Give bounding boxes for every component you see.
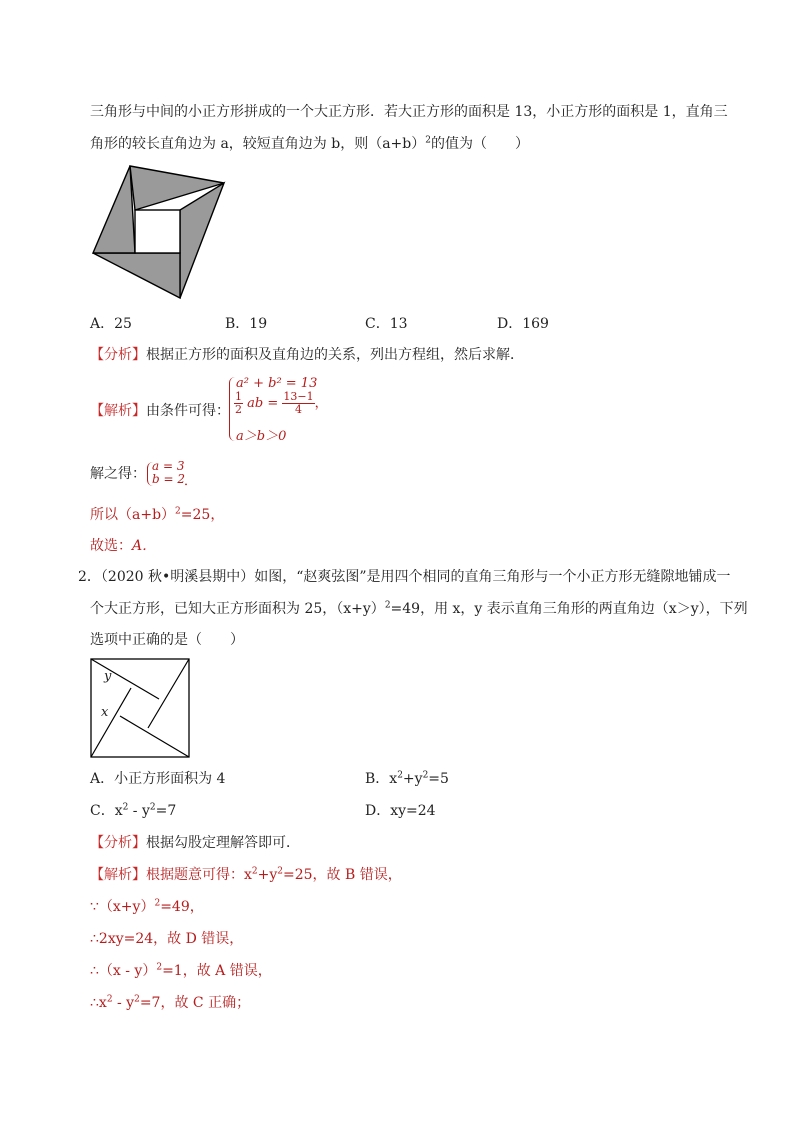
- q2-option-d: D．xy=24: [365, 803, 436, 819]
- q2-solution-line4: [90, 961, 272, 981]
- q2-sol5-sup2: 2: [134, 994, 140, 1005]
- q2-optB-sup2: 2: [422, 770, 429, 781]
- q2-sol1-pre: 根据题意可得：x: [146, 867, 252, 883]
- q2-option-a: A．小正方形面积为 4: [90, 771, 226, 787]
- q2-optC-sup1: 2: [122, 802, 129, 813]
- q1-sys-half-num: 1: [235, 390, 242, 403]
- q1-intro-line1: 三角形与中间的小正方形拼成的一个大正方形．若大正方形的面积是 13，小正方形的面积是 1，直角三: [90, 104, 728, 120]
- q2-sol2-post: =49，: [160, 899, 204, 915]
- q2-optC-sup2: 2: [149, 802, 156, 813]
- q1-intro-sup: 2: [425, 135, 431, 146]
- q1-sys-eq3: a＞b＞0: [236, 429, 287, 444]
- q2-line2-sup: 2: [384, 600, 391, 611]
- q1-sys-half: [234, 391, 243, 416]
- q2-sol5-pre: ∴x: [90, 995, 107, 1011]
- q2-solution-line3: ∴2xy=24，故 D 错误，: [90, 931, 244, 947]
- q1-choose: [90, 536, 156, 556]
- q2-optC-post: =7: [155, 803, 177, 819]
- q1-sys-end: ，: [314, 396, 328, 411]
- q1-intro-text: 角形的较长直角边为 a，较短直角边为 b，则（a+b）: [90, 136, 426, 152]
- q1-analysis-text: 根据正方形的面积及直角边的关系，列出方程组，然后求解．: [146, 347, 524, 363]
- q2-line2-post: =49，用 x，y 表示直角三角形的两直角边（x＞y），下列: [390, 601, 748, 617]
- q2-sol1-sup2: 2: [277, 866, 284, 877]
- q1-solve-prefix: 解之得：: [90, 466, 146, 482]
- q1-option-b: B．19: [225, 316, 268, 332]
- q1-solution: [90, 401, 230, 421]
- q2-analysis-text: 根据勾股定理解答即可．: [146, 835, 300, 851]
- q1-solution-tag: 【解析】: [90, 403, 146, 419]
- q1-intro-end: 的值为（ ）: [430, 136, 529, 152]
- q2-line2: [90, 599, 748, 619]
- q2-figure: [90, 658, 190, 758]
- q1-option-d: D．169: [497, 316, 549, 332]
- q2-optB-sup1: 2: [397, 770, 403, 781]
- q1-therefore-sup: 2: [175, 506, 181, 517]
- q2-line3: 选项中正确的是（ ）: [90, 632, 244, 648]
- q1-sys-frac-num: 13−1: [283, 390, 314, 403]
- q2-line1: 2．（2020 秋•明溪县期中）如图，“赵爽弦图”是用四个相同的直角三角形与一个小正方形无缝隙地铺成一: [78, 569, 731, 585]
- q2-fig-label-y: y: [104, 669, 112, 684]
- q1-option-a: A．25: [90, 316, 132, 332]
- q2-sol2-sup: 2: [154, 898, 161, 909]
- q2-optB-mid: +y: [402, 771, 423, 787]
- q2-solution-tag: 【解析】: [90, 867, 146, 883]
- q1-sys-half-den: 2: [235, 403, 242, 416]
- q2-solution-line5: [90, 993, 250, 1013]
- q2-sol1-sup1: 2: [251, 866, 258, 877]
- q2-sol5-sup1: 2: [106, 994, 113, 1005]
- q2-optB-pre: B．x: [365, 771, 398, 787]
- q2-optB-post: =5: [428, 771, 449, 787]
- q1-intro-line2: [90, 134, 529, 154]
- q1-choose-answer: A．: [132, 538, 157, 554]
- q1-fig-triangle-left: [93, 166, 135, 253]
- q1-solve-b: b = 2: [152, 472, 185, 486]
- q2-fig-label-x: x: [101, 705, 109, 720]
- q1-therefore: [90, 505, 224, 525]
- q1-therefore-post: =25，: [180, 507, 225, 523]
- q1-solution-prefix: 由条件可得：: [146, 403, 230, 419]
- q1-sys-frac-den: 4: [295, 403, 302, 416]
- q2-solution-line2: [90, 897, 204, 917]
- q2-sol1-mid: +y: [257, 867, 278, 883]
- q1-fig-inner-square: [135, 210, 180, 253]
- q2-sol5-post: =7，故 C 正确；: [139, 995, 251, 1011]
- q2-sol2-pre: ∵（x+y）: [90, 899, 155, 915]
- q2-sol4-post: =1，故 A 错误，: [162, 963, 272, 979]
- q1-fig-triangle-bottom: [93, 253, 180, 298]
- q2-sol5-mid: - y: [112, 995, 135, 1011]
- q1-sys-eq1: a² + b² = 13: [236, 376, 318, 391]
- q1-option-c: C．13: [365, 316, 408, 332]
- q2-line2-pre: 个大正方形，已知大正方形面积为 25，（x+y）: [90, 601, 385, 617]
- q1-analysis-tag: 【分析】: [90, 347, 146, 363]
- q1-sys-frac: [282, 391, 314, 416]
- q1-sys-eq2: [234, 391, 328, 416]
- q2-analysis: [90, 833, 300, 853]
- q2-solution-line1: [90, 865, 402, 885]
- q1-choose-label: 故选：: [90, 538, 132, 554]
- q2-sol4-sup: 2: [156, 962, 163, 973]
- q1-solve: [90, 464, 146, 484]
- q1-analysis: [90, 345, 524, 365]
- q1-therefore-pre: 所以（a+b）: [90, 507, 176, 523]
- q2-option-b: [365, 769, 449, 789]
- q2-sol1-post: =25，故 B 错误，: [283, 867, 402, 883]
- q1-fig-triangle-right: [180, 183, 224, 298]
- q2-analysis-tag: 【分析】: [90, 835, 146, 851]
- q1-sys-eq2-left: ab =: [247, 396, 279, 411]
- q1-solve-a: a = 3: [152, 459, 185, 473]
- q2-option-c: [90, 801, 176, 821]
- q2-optC-mid: - y: [128, 803, 150, 819]
- q2-sol4-pre: ∴（x - y）: [90, 963, 157, 979]
- q1-solve-end: ．: [184, 474, 198, 489]
- q2-sol1: [146, 867, 402, 883]
- q2-optC-pre: C．x: [90, 803, 123, 819]
- q1-figure: [90, 163, 230, 300]
